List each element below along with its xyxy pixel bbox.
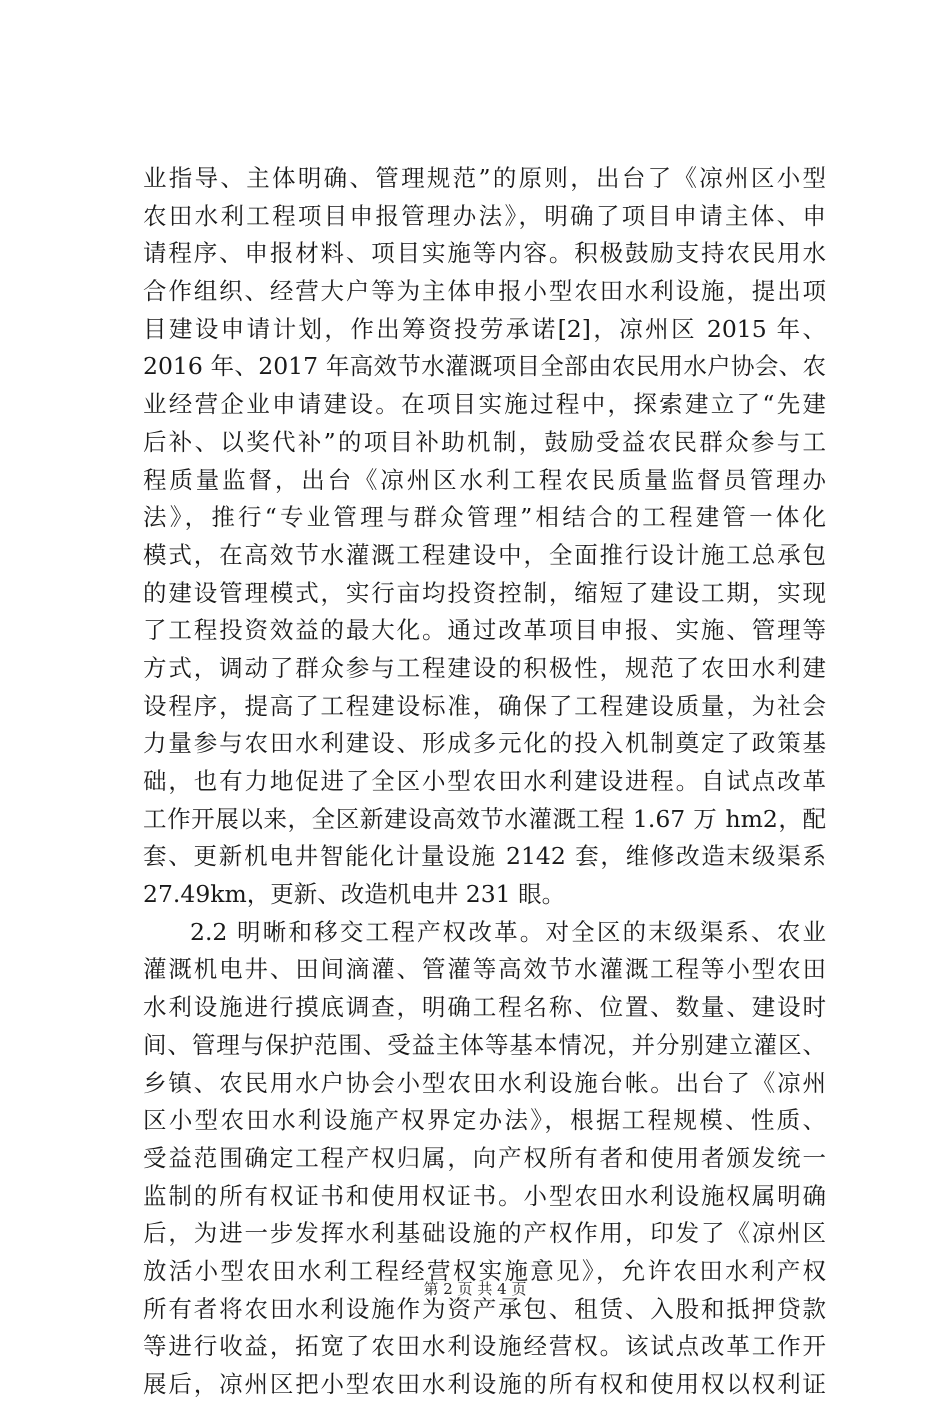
text-line: 程质量监督，出台《凉州区水利工程农民质量监督员管理办 <box>143 465 826 494</box>
text-line: 业经营企业申请建设。在项目实施过程中，探索建立了“先建 <box>143 390 826 419</box>
text-line: 农田水利工程项目申报管理办法》，明确了项目申请主体、申 <box>143 201 826 230</box>
page-number-footer: 第 2 页 共 4 页 <box>423 1280 527 1298</box>
text-line: 目建设申请计划，作出筹资投劳承诺[2]，凉州区 2015 年、 <box>143 314 826 343</box>
text-line: 等进行收益，拓宽了农田水利设施经营权。该试点改革工作开 <box>143 1332 826 1361</box>
text-line: 间、管理与保护范围、受益主体等基本情况，并分别建立灌区、 <box>143 1030 826 1059</box>
text-line: 监制的所有权证书和使用权证书。小型农田水利设施权属明确 <box>143 1181 826 1210</box>
text-line: 放活小型农田水利工程经营权实施意见》，允许农田水利产权 <box>143 1256 826 1285</box>
text-line: 设程序，提高了工程建设标准，确保了工程建设质量，为社会 <box>143 691 826 720</box>
text-line: 灌溉机电井、田间滴灌、管灌等高效节水灌溉工程等小型农田 <box>143 955 826 984</box>
section-heading-line: 2.2 明晰和移交工程产权改革。对全区的末级渠系、农业 <box>190 917 826 946</box>
text-line: 水利设施进行摸底调查，明确工程名称、位置、数量、建设时 <box>143 993 826 1022</box>
text-line: 所有者将农田水利设施作为资产承包、租赁、入股和抵押贷款 <box>143 1294 826 1323</box>
text-line: 展后，凉州区把小型农田水利设施的所有权和使用权以权利证 <box>143 1370 826 1398</box>
text-line: 力量参与农田水利建设、形成多元化的投入机制奠定了政策基 <box>143 729 826 758</box>
body-text <box>143 160 826 1404</box>
text-line: 业指导、主体明确、管理规范”的原则，出台了《凉州区小型 <box>143 164 826 192</box>
text-line: 请程序、申报材料、项目实施等内容。积极鼓励支持农民用水 <box>143 239 826 268</box>
text-line: 受益范围确定工程产权归属，向产权所有者和使用者颁发统一 <box>143 1143 826 1172</box>
text-line: 乡镇、农民用水户协会小型农田水利设施台帐。出台了《凉州 <box>143 1068 826 1097</box>
text-line: 础，也有力地促进了全区小型农田水利建设进程。自试点改革 <box>143 767 826 795</box>
text-line: 了工程投资效益的最大化。通过改革项目申报、实施、管理等 <box>143 616 826 645</box>
text-line: 套、更新机电井智能化计量设施 2142 套，维修改造末级渠系 <box>143 842 826 871</box>
text-line: 工作开展以来，全区新建设高效节水灌溉工程 1.67 万 hm2，配 <box>143 804 826 833</box>
text-line: 后补、以奖代补”的项目补助机制，鼓励受益农民群众参与工 <box>143 427 826 456</box>
text-line: 后，为进一步发挥水利基础设施的产权作用，印发了《凉州区 <box>143 1219 826 1248</box>
text-line: 方式，调动了群众参与工程建设的积极性，规范了农田水利建 <box>143 653 826 682</box>
text-line: 的建设管理模式，实行亩均投资控制，缩短了建设工期，实现 <box>143 578 826 607</box>
text-line: 区小型农田水利设施产权界定办法》，根据工程规模、性质、 <box>143 1106 826 1135</box>
text-line: 2016 年、2017 年高效节水灌溉项目全部由农民用水户协会、农 <box>143 352 826 381</box>
text-line: 法》，推行“专业管理与群众管理”相结合的工程建管一体化 <box>143 503 826 532</box>
text-line: 模式，在高效节水灌溉工程建设中，全面推行设计施工总承包 <box>143 540 826 569</box>
text-line: 27.49km，更新、改造机电井 231 眼。 <box>143 880 566 909</box>
text-line: 合作组织、经营大户等为主体申报小型农田水利设施，提出项 <box>143 277 826 306</box>
